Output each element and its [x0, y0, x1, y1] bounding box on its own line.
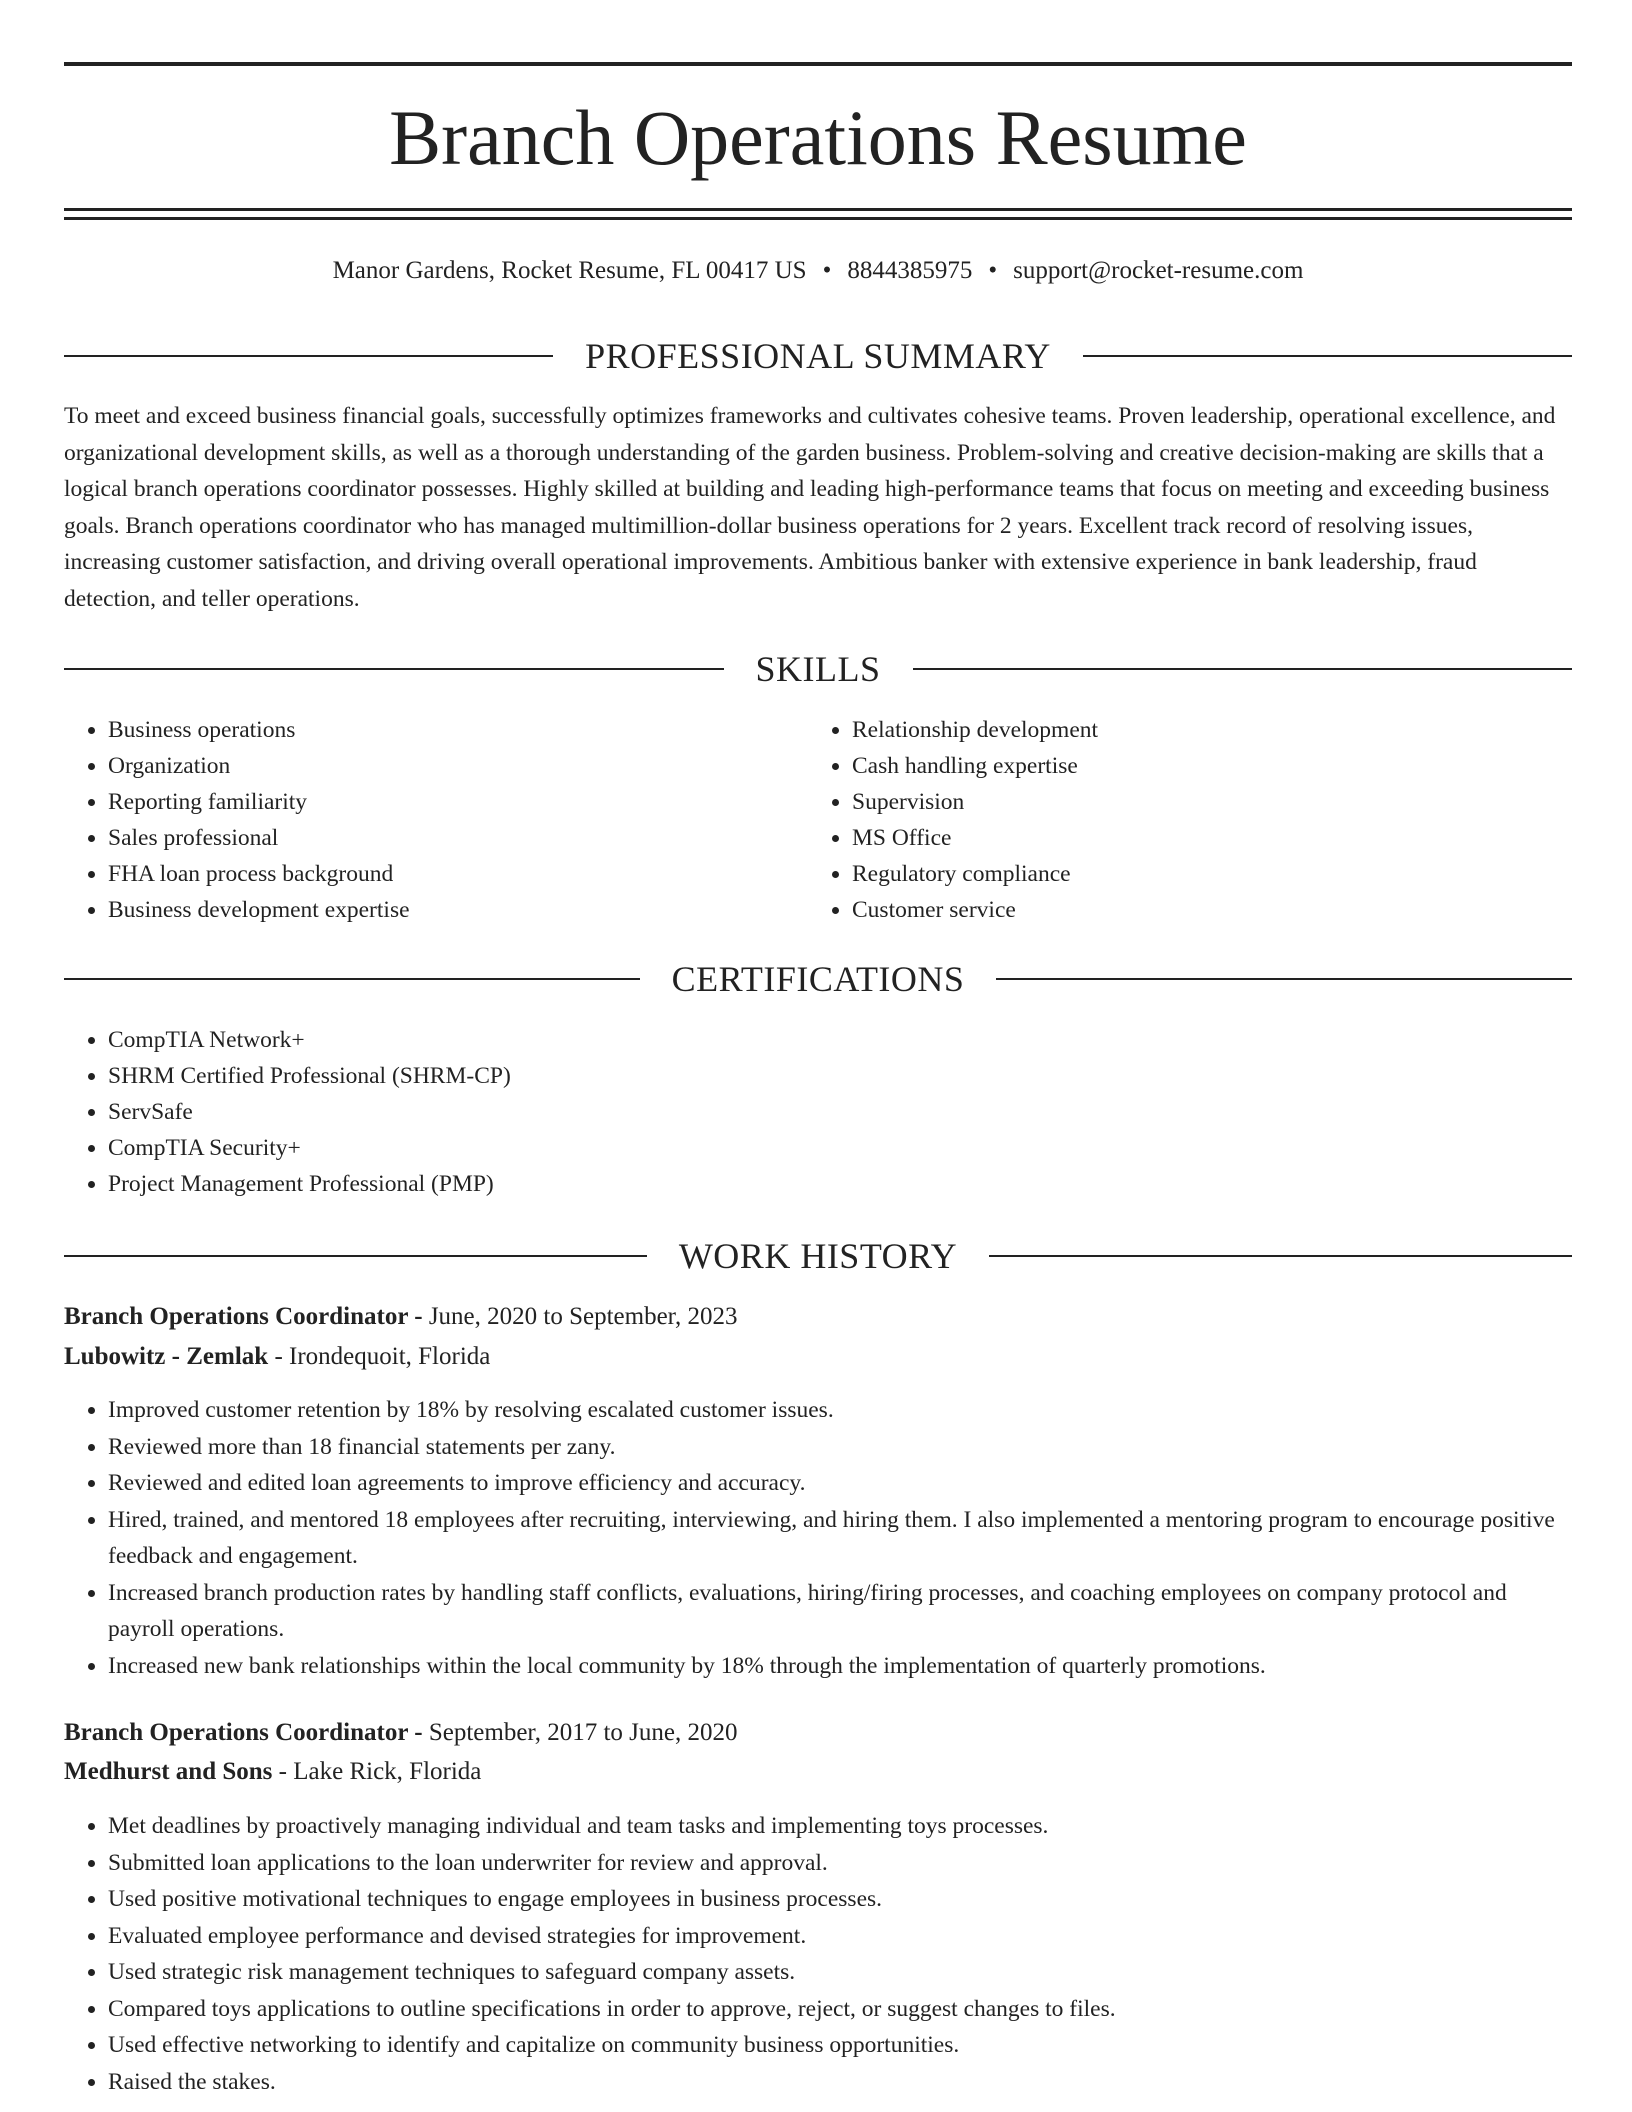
job-title-line: Branch Operations Coordinator - June, 2020 to September, 2023: [64, 1303, 738, 1330]
job-location: Irondequoit, Florida: [289, 1343, 491, 1370]
heading-rule: [1083, 355, 1572, 357]
heading-rule: [996, 978, 1572, 980]
job-bullet: • Improved customer retention by 18% by resolving escalated customer issues.: [108, 1392, 1572, 1429]
job-bullet: • Submitted loan applications to the loan underwriter for review and approval.: [108, 1845, 1572, 1882]
job-dates: September, 2017 to June, 2020: [428, 1719, 738, 1746]
skill-item: • Cash handling expertise: [852, 748, 1508, 784]
job-bullet: • Used effective networking to identify and capitalize on community business opportunities.: [108, 2027, 1572, 2064]
certification-item: • Project Management Professional (PMP): [108, 1166, 1572, 1202]
skill-item: • Business operations: [108, 712, 764, 748]
job-bullet: • Used positive motivational techniques to engage employees in business processes.: [108, 1881, 1572, 1918]
contact-separator: •: [988, 257, 998, 284]
certification-item: • CompTIA Security+: [108, 1130, 1572, 1166]
certification-item: • ServSafe: [108, 1094, 1572, 1130]
certification-item: • CompTIA Network+: [108, 1022, 1572, 1058]
job-bullet: • Used strategic risk management techniques to safeguard company assets.: [108, 1954, 1572, 1991]
certification-item: • SHRM Certified Professional (SHRM-CP): [108, 1058, 1572, 1094]
skill-item: • FHA loan process background: [108, 856, 764, 892]
job-bullet: • Compared toys applications to outline specifications in order to approve, reject, or suggest changes to files.: [108, 1991, 1572, 2028]
skill-item: • Sales professional: [108, 820, 764, 856]
contact-phone: 8844385975: [847, 257, 973, 284]
resume-title: Branch Operations Resume: [389, 94, 1247, 181]
job-bullet: • Hired, trained, and mentored 18 employees after recruiting, interviewing, and hiring them. I also implemented a mentoring program to encourage positive feedback and engagement.: [108, 1502, 1572, 1575]
top-rule: [64, 62, 1572, 66]
skills-right-column: [808, 712, 1508, 928]
job-company: Lubowitz - Zemlak: [64, 1343, 269, 1370]
job-title: Branch Operations Coordinator: [64, 1303, 408, 1330]
skill-item: • Customer service: [852, 892, 1508, 928]
skill-item: • Regulatory compliance: [852, 856, 1508, 892]
skill-item: • Business development expertise: [108, 892, 764, 928]
job-bullet: • Increased new bank relationships within the local community by 18% through the implementation of quarterly promotions.: [108, 1648, 1572, 1685]
contact-separator: •: [822, 257, 832, 284]
job-bullets: [64, 1808, 1572, 2100]
job-location: Lake Rick, Florida: [293, 1758, 482, 1785]
heading-rule: [64, 978, 640, 980]
contact-address: Manor Gardens, Rocket Resume, FL 00417 US: [332, 257, 807, 284]
title-double-rule: [64, 208, 1572, 220]
contact-email: support@rocket-resume.com: [1013, 257, 1304, 284]
contact-line: [64, 256, 1572, 286]
job-bullet: • Reviewed and edited loan agreements to improve efficiency and accuracy.: [108, 1465, 1572, 1502]
skill-item: • Relationship development: [852, 712, 1508, 748]
job-title: Branch Operations Coordinator: [64, 1719, 408, 1746]
certifications-heading: [64, 959, 1572, 999]
work-history-heading-label: WORK HISTORY: [678, 1236, 958, 1276]
job-bullet: • Increased branch production rates by handling staff conflicts, evaluations, hiring/firing processes, and coaching employees on company protocol and payroll operations.: [108, 1575, 1572, 1648]
heading-rule: [989, 1255, 1572, 1257]
skills-left-column: [64, 712, 764, 928]
job-bullet: • Reviewed more than 18 financial statements per zany.: [108, 1429, 1572, 1466]
summary-heading-label: PROFESSIONAL SUMMARY: [585, 336, 1051, 376]
job-company-line: Medhurst and Sons - Lake Rick, Florida: [64, 1758, 482, 1785]
skills-heading: [64, 649, 1572, 689]
job-title-line: Branch Operations Coordinator - September, 2017 to June, 2020: [64, 1719, 738, 1746]
job-bullet: • Raised the stakes.: [108, 2064, 1572, 2101]
skill-item: • Reporting familiarity: [108, 784, 764, 820]
work-history-heading: [64, 1236, 1572, 1276]
job-bullet: • Evaluated employee performance and devised strategies for improvement.: [108, 1918, 1572, 1955]
certifications-heading-label: CERTIFICATIONS: [671, 959, 965, 999]
heading-rule: [64, 668, 724, 670]
certifications-list: [64, 1022, 1572, 1202]
heading-rule: [64, 355, 553, 357]
heading-rule: [64, 1255, 647, 1257]
summary-text: To meet and exceed business financial goals, successfully optimizes frameworks and cultivates cohesive teams. Proven leadership, operational excellence, and organizational development skills, as well as a thorough understanding of the garden business. Problem-solving and creative decision-making are skills that a logical branch operations coordinator possesses. Highly skilled at building and leading high-performance teams that focus on meeting and exceeding business goals. Branch operations coordinator who has managed multimillion-dollar business operations for 2 years. Excellent track record of resolving issues, increasing customer satisfaction, and driving overall operational improvements. Ambitious banker with extensive experience in bank leadership, fraud detection, and teller operations.: [64, 403, 1556, 612]
job-company: Medhurst and Sons: [64, 1758, 273, 1785]
job-dates: June, 2020 to September, 2023: [428, 1303, 738, 1330]
job-bullets: [64, 1392, 1572, 1684]
job-company-line: Lubowitz - Zemlak - Irondequoit, Florida: [64, 1343, 491, 1370]
summary-heading: [64, 336, 1572, 376]
skill-item: • Organization: [108, 748, 764, 784]
heading-rule: [913, 668, 1573, 670]
job-bullet: • Met deadlines by proactively managing individual and team tasks and implementing toys processes.: [108, 1808, 1572, 1845]
skills-heading-label: SKILLS: [755, 649, 881, 689]
skill-item: • MS Office: [852, 820, 1508, 856]
skill-item: • Supervision: [852, 784, 1508, 820]
